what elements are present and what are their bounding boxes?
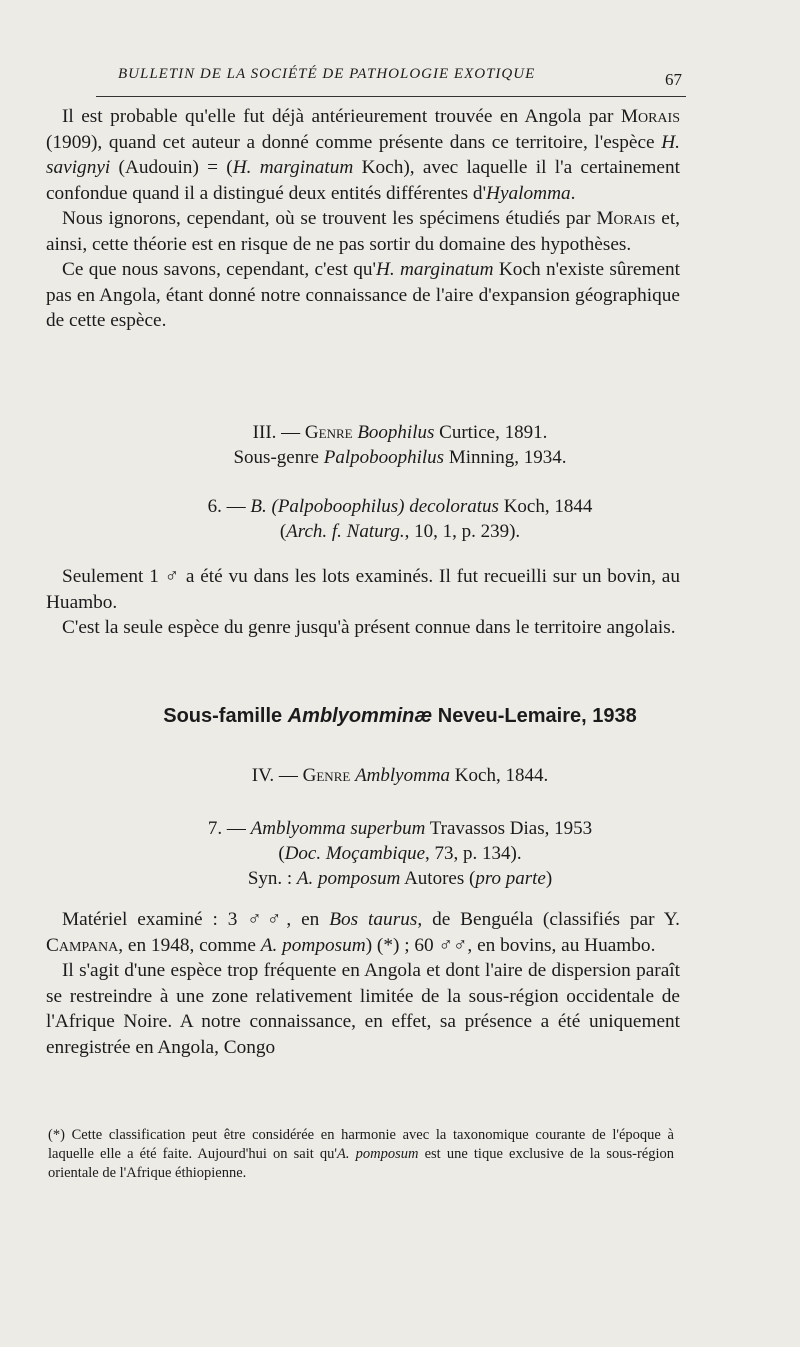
text: Sous-genre xyxy=(233,447,324,468)
text: Syn. : xyxy=(247,868,297,889)
text: pro parte xyxy=(475,868,546,889)
species-name: A. pomposum xyxy=(337,1146,419,1162)
text: et, ainsi, cette théorie est en risque de ne pas sortir du domaine des hypothèses. xyxy=(46,208,680,255)
text: III. — xyxy=(252,422,305,443)
text: ( xyxy=(278,843,285,864)
author-name: Campana xyxy=(46,934,119,956)
genus-name: Boophilus xyxy=(357,422,435,443)
text: Sous-famille xyxy=(163,705,288,727)
text: ) xyxy=(545,868,553,889)
text: Koch n'existe sûrement pas en Angola, étant donné notre connaissance de l'aire d'expansion géographique de cette espèce. xyxy=(46,259,681,331)
species-name: Bos taurus xyxy=(329,909,418,930)
species-7-heading xyxy=(0,816,800,891)
genus-name: Hyalomma xyxy=(486,182,571,204)
main-text-block-2 xyxy=(46,564,680,641)
text: Matériel examiné : 3 ♂♂, en xyxy=(62,909,330,930)
author-name: Morais xyxy=(596,208,656,229)
page-header xyxy=(46,62,686,102)
text: Koch, 1844 xyxy=(498,496,593,517)
text: Koch, 1844. xyxy=(450,765,549,786)
text: Autores ( xyxy=(400,868,476,889)
text: Neveu-Lemaire, 1938 xyxy=(432,705,637,727)
text: Nous ignorons, cependant, où se trouvent les spécimens étudiés par xyxy=(62,208,597,229)
text: (1909), quand cet auteur a donné comme présente dans ce territoire, l'espèce xyxy=(46,131,662,153)
text: , en 1948, comme xyxy=(118,934,261,956)
species-name: H. marginatum xyxy=(232,157,354,178)
journal-name: Arch. f. Naturg. xyxy=(286,521,405,542)
text: , de Benguéla (classifiés par Y. xyxy=(417,909,680,930)
text: , 73, p. 134). xyxy=(425,843,522,864)
running-title: BULLETIN DE LA SOCIÉTÉ DE PATHOLOGIE EXOTIQUE xyxy=(118,66,536,82)
paragraph-5: C'est la seule espèce du genre jusqu'à présent connue dans le territoire angolais. xyxy=(62,617,676,638)
paragraph-2 xyxy=(46,206,680,257)
text: (Audouin) = ( xyxy=(110,157,233,178)
text: Genre xyxy=(304,422,353,443)
species-name: A. pomposum xyxy=(296,868,401,889)
paragraph-6 xyxy=(46,907,680,958)
text: ) (*) ; 60 ♂♂, en bovins, au Huambo. xyxy=(365,934,656,956)
paragraph-3 xyxy=(46,257,680,334)
species-name: H. marginatum xyxy=(375,259,494,280)
paragraph-4: Seulement 1 ♂ a été vu dans les lots examinés. Il fut recueilli sur un bovin, au Huambo. xyxy=(46,566,680,613)
main-text-block-1 xyxy=(46,104,680,334)
species-name: H. savignyi xyxy=(46,131,680,178)
subfamily-name: Amblyomminæ xyxy=(287,705,433,727)
text: 6. — xyxy=(207,496,251,517)
text: Il est probable qu'elle fut déjà antérieurement trouvée en Angola par xyxy=(62,106,621,127)
text: IV. — xyxy=(251,765,303,786)
footnote xyxy=(48,1126,674,1183)
species-name: A. pomposum xyxy=(260,934,366,956)
species-name: Amblyomma superbum xyxy=(250,818,426,839)
text: Curtice, 1891. xyxy=(434,422,548,443)
page-number: 67 xyxy=(665,70,682,89)
main-text-block-3 xyxy=(46,907,680,1060)
text: Koch), avec laquelle il l'a certainement confondue quand il a distingué deux entités différentes d' xyxy=(46,157,680,204)
text: (*) Cette classification peut être considérée en harmonie avec la taxonomique courante de l'époque à laquelle elle a été faite. Aujourd'hui on sait qu' xyxy=(48,1127,674,1162)
text: Travassos Dias, 1953 xyxy=(425,818,593,839)
genus-name: Amblyomma xyxy=(355,765,451,786)
genus-heading-iii xyxy=(0,420,800,470)
subfamily-heading xyxy=(0,705,800,728)
author-name: Morais xyxy=(620,106,680,127)
species-6-heading xyxy=(0,494,800,544)
paragraph-1 xyxy=(46,104,680,206)
species-name: B. (Palpoboophilus) decoloratus xyxy=(250,496,499,517)
text: . xyxy=(570,182,576,204)
subgenus-name: Palpoboophilus xyxy=(323,447,445,468)
genus-heading-iv xyxy=(0,763,800,788)
text: est une tique exclusive de la sous-région orientale de l'Afrique éthiopienne. xyxy=(48,1146,674,1181)
journal-name: Doc. Moçambique xyxy=(284,843,426,864)
text: Ce que nous savons, cependant, c'est qu' xyxy=(62,259,376,280)
paragraph-7: Il s'agit d'une espèce trop fréquente en Angola et dont l'aire de dispersion paraît se restreindre à une zone relativement limitée de la sous-région occidentale de l'Afrique Noire. A notre connaissance, en effet, sa présence a été uniquement enregistrée en Angola, Congo xyxy=(46,960,680,1058)
header-rule xyxy=(96,96,686,97)
text: , 10, 1, p. 239). xyxy=(404,521,521,542)
text: Minning, 1934. xyxy=(444,447,567,468)
text: Genre xyxy=(302,765,351,786)
text: ( xyxy=(279,521,287,542)
text: 7. — xyxy=(207,818,251,839)
